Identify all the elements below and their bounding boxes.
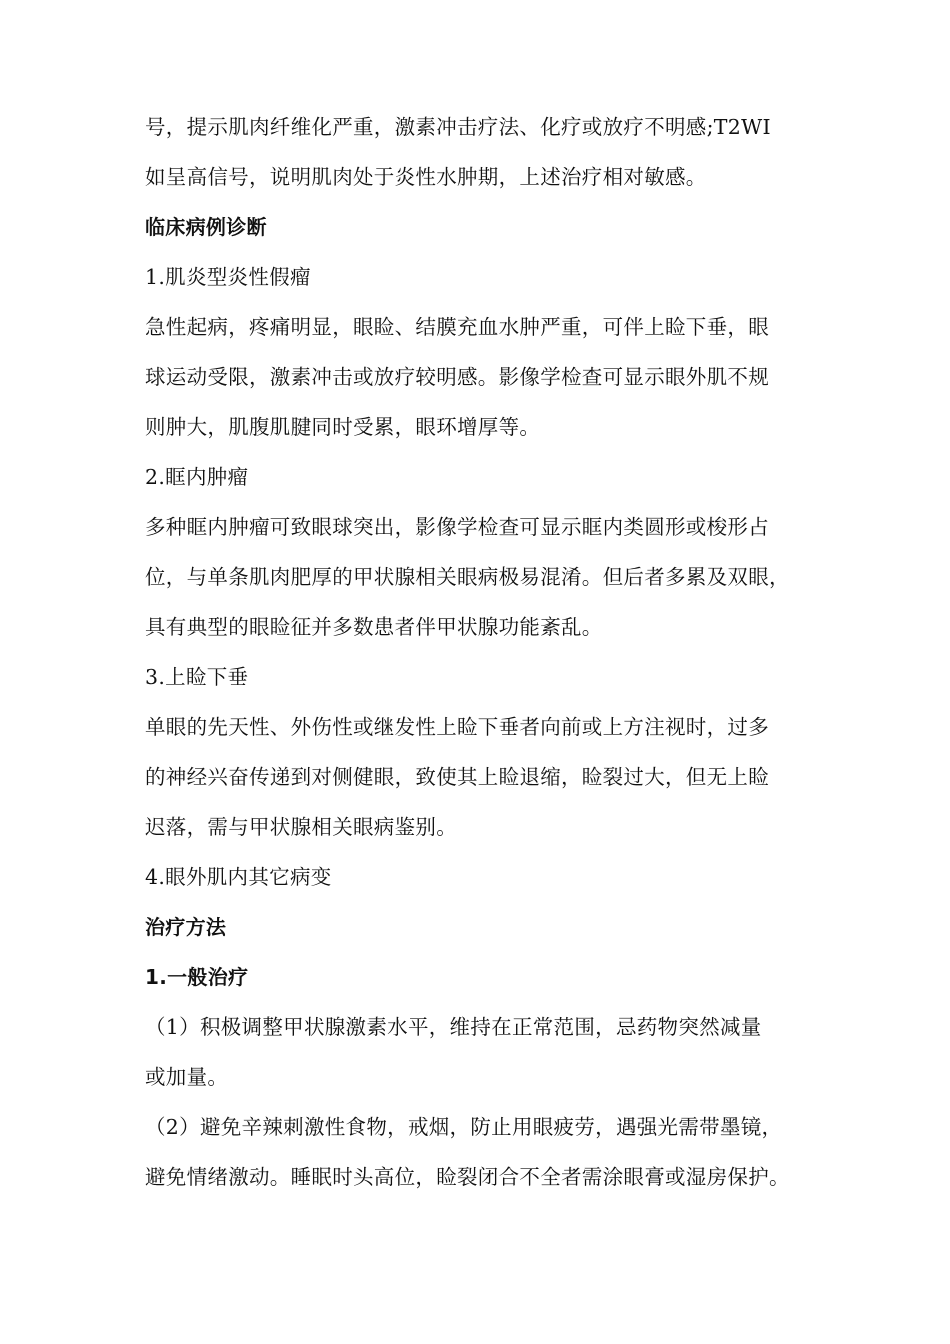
body-text-line: 的神经兴奋传递到对侧健眼，致使其上睑退缩，睑裂过大，但无上睑 — [145, 765, 769, 789]
body-text-line: 号，提示肌肉纤维化严重，激素冲击疗法、化疗或放疗不明感;T2WI — [145, 115, 771, 139]
body-text-line: （2）避免辛辣刺激性食物，戒烟，防止用眼疲劳，遇强光需带墨镜， — [145, 1115, 783, 1139]
body-text-line: （1）积极调整甲状腺激素水平，维持在正常范围，忌药物突然减量 — [145, 1015, 762, 1039]
body-text-line: 位，与单条肌肉肥厚的甲状腺相关眼病极易混淆。但后者多累及双眼， — [145, 565, 790, 589]
body-text-line: 球运动受限，激素冲击或放疗较明感。影像学检查可显示眼外肌不规 — [145, 365, 769, 389]
body-text-line: 多种眶内肿瘤可致眼球突出，影像学检查可显示眶内类圆形或梭形占 — [145, 515, 769, 539]
section-heading-treatment: 治疗方法 — [145, 915, 227, 939]
body-text-line: 迟落，需与甲状腺相关眼病鉴别。 — [145, 815, 457, 839]
body-text-line: 具有典型的眼睑征并多数患者伴甲状腺功能紊乱。 — [145, 615, 603, 639]
body-text-line: 避免情绪激动。睡眠时头高位，睑裂闭合不全者需涂眼膏或湿房保护。 — [145, 1165, 790, 1189]
body-text-line: 如呈高信号，说明肌肉处于炎性水肿期，上述治疗相对敏感。 — [145, 165, 707, 189]
subheading-other-lesions: 4.眼外肌内其它病变 — [145, 865, 332, 889]
body-text-line: 单眼的先天性、外伤性或继发性上睑下垂者向前或上方注视时，过多 — [145, 715, 769, 739]
subheading-ptosis: 3.上睑下垂 — [145, 665, 249, 689]
body-text-line: 或加量。 — [145, 1065, 229, 1089]
body-text-line: 急性起病，疼痛明显，眼睑、结膜充血水肿严重，可伴上睑下垂，眼 — [145, 315, 769, 339]
subheading-orbital-tumor: 2.眶内肿瘤 — [145, 465, 249, 489]
section-heading-clinical-diagnosis: 临床病例诊断 — [145, 215, 267, 239]
subheading-myositis-pseudotumor: 1.肌炎型炎性假瘤 — [145, 265, 311, 289]
body-text-line: 则肿大，肌腹肌腱同时受累，眼环增厚等。 — [145, 415, 541, 439]
subheading-general-treatment: 1.一般治疗 — [145, 965, 249, 989]
document-body — [145, 102, 820, 1202]
